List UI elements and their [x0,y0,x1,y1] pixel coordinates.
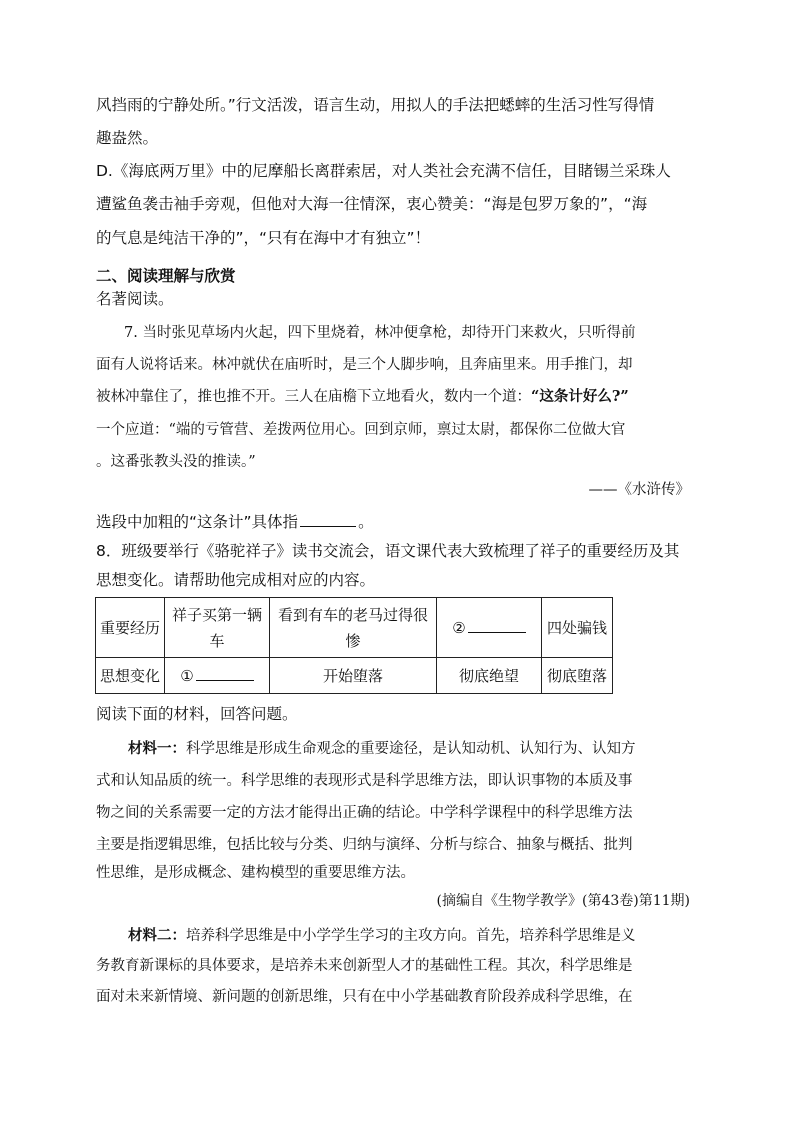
q7-question-text: 选段中加粗的“这条计”具体指 [96,513,299,531]
material1-line1-text: 科学思维是形成生命观念的重要途径，是认知动机、认知行为、认知方 [186,741,636,757]
cell-text: 惨 [345,631,361,650]
cell-marker: ② [452,618,466,637]
material2-line1-text: 培养科学思维是中小学学生学习的主攻方向。首先，培养科学思维是义 [186,928,636,944]
q6-text-line1: 风挡雨的宁静处所。”行文活泼，语言生动，用拟人的手法把蟋蟀的生活习性写得情 [96,96,655,114]
xiangzi-table [95,597,613,694]
q8-text-line1: 8．班级要举行《骆驼祥子》读书交流会，语文课代表大致梳理了祥子的重要经历及其 [96,542,680,560]
table-cell [270,598,437,658]
cell-marker: ① [180,666,194,685]
table-cell [165,598,270,658]
table-row [96,598,613,658]
q7-passage-line1: 7. 当时张见草场内火起，四下里烧着，林冲便拿枪，却待开门来救火，只听得前 [124,325,636,341]
q7-passage-line2: 面有人说将话来。林冲就伏在庙听时，是三个人脚步响，且奔庙里来。用手推门，却 [96,357,633,373]
table-cell: 彻底绝望 [437,658,542,694]
q7-passage-line3-text: 被林冲靠住了，推也推不开。三人在庙檐下立地看火，数内一个道： [96,389,531,405]
material2-label: 材料二： [128,927,186,944]
section-intro: 名著阅读。 [96,290,174,308]
section-heading: 二、阅读理解与欣赏 [96,267,236,285]
table-row [96,658,613,694]
table-cell: 四处骗钱 [542,598,613,658]
cell-text: 车 [209,631,225,650]
material1-source: (摘编自《生物学教学》(第43卷)第11期) [436,893,690,909]
cell-text: 看到有车的老马过得很 [277,605,428,624]
material1-line4: 主要是指逻辑思维，包括比较与分类、归纳与演绎、分析与综合、抽象与概括、批判 [96,837,633,853]
q7-answer-blank[interactable] [300,512,356,527]
reading-intro: 阅读下面的材料，回答问题。 [96,705,298,723]
bold-phrase: “这条计好么?” [531,388,629,405]
q7-passage-line3 [96,385,629,406]
q7-source: ——《水浒传》 [588,482,690,498]
material2-line1 [128,924,636,945]
material1-line3: 物之间的关系需要一定的方法才能得出正确的结论。中学科学课程中的科学思维方法 [96,805,633,821]
material2-line2: 务教育新课标的具体要求，是培养未来创新型人才的基础性工程。其次，科学思维是 [96,958,633,974]
table-cell: 开始堕落 [270,658,437,694]
table-cell [437,598,542,658]
material1-line2: 式和认知品质的统一。科学思维的表现形式是科学思维方法，即认识事物的本质及事 [96,773,633,789]
answer-blank-2[interactable] [468,618,526,633]
q7-passage-line4: 一个应道：“端的亏管营、差拨两位用心。回到京师，禀过太尉，都保你二位做大官 [96,422,626,438]
q7-question [96,510,374,532]
q6-text-line2: 趣盎然。 [96,129,159,147]
q7-question-end: 。 [358,513,374,531]
option-d-line1: D.《海底两万里》中的尼摩船长离群索居，对人类社会充满不信任，目睹锡兰采珠人 [96,162,671,180]
option-d-line2: 遭鲨鱼袭击袖手旁观，但他对大海一往情深，衷心赞美：“海是包罗万象的”，“海 [96,195,648,213]
material1-line5: 性思维，是形成概念、建构模型的重要思维方法。 [96,865,415,881]
table-header-experience: 重要经历 [96,598,165,658]
table-cell: 彻底堕落 [542,658,613,694]
cell-text: 祥子买第一辆 [171,605,262,624]
table-cell [165,658,270,694]
material2-line3: 面对未来新情境、新问题的创新思维，只有在中小学基础教育阶段养成科学思维，在 [96,989,633,1005]
q7-passage-line5: 。这番张教头没的推读。” [96,454,256,470]
answer-blank-1[interactable] [196,666,254,681]
q8-text-line2: 思想变化。请帮助他完成相对应的内容。 [96,571,376,589]
material1-line1 [128,737,636,758]
material1-label: 材料一： [128,740,186,757]
table-header-thought: 思想变化 [96,658,165,694]
option-d-line3: 的气息是纯洁干净的”，“只有在海中才有独立”！ [96,229,431,247]
